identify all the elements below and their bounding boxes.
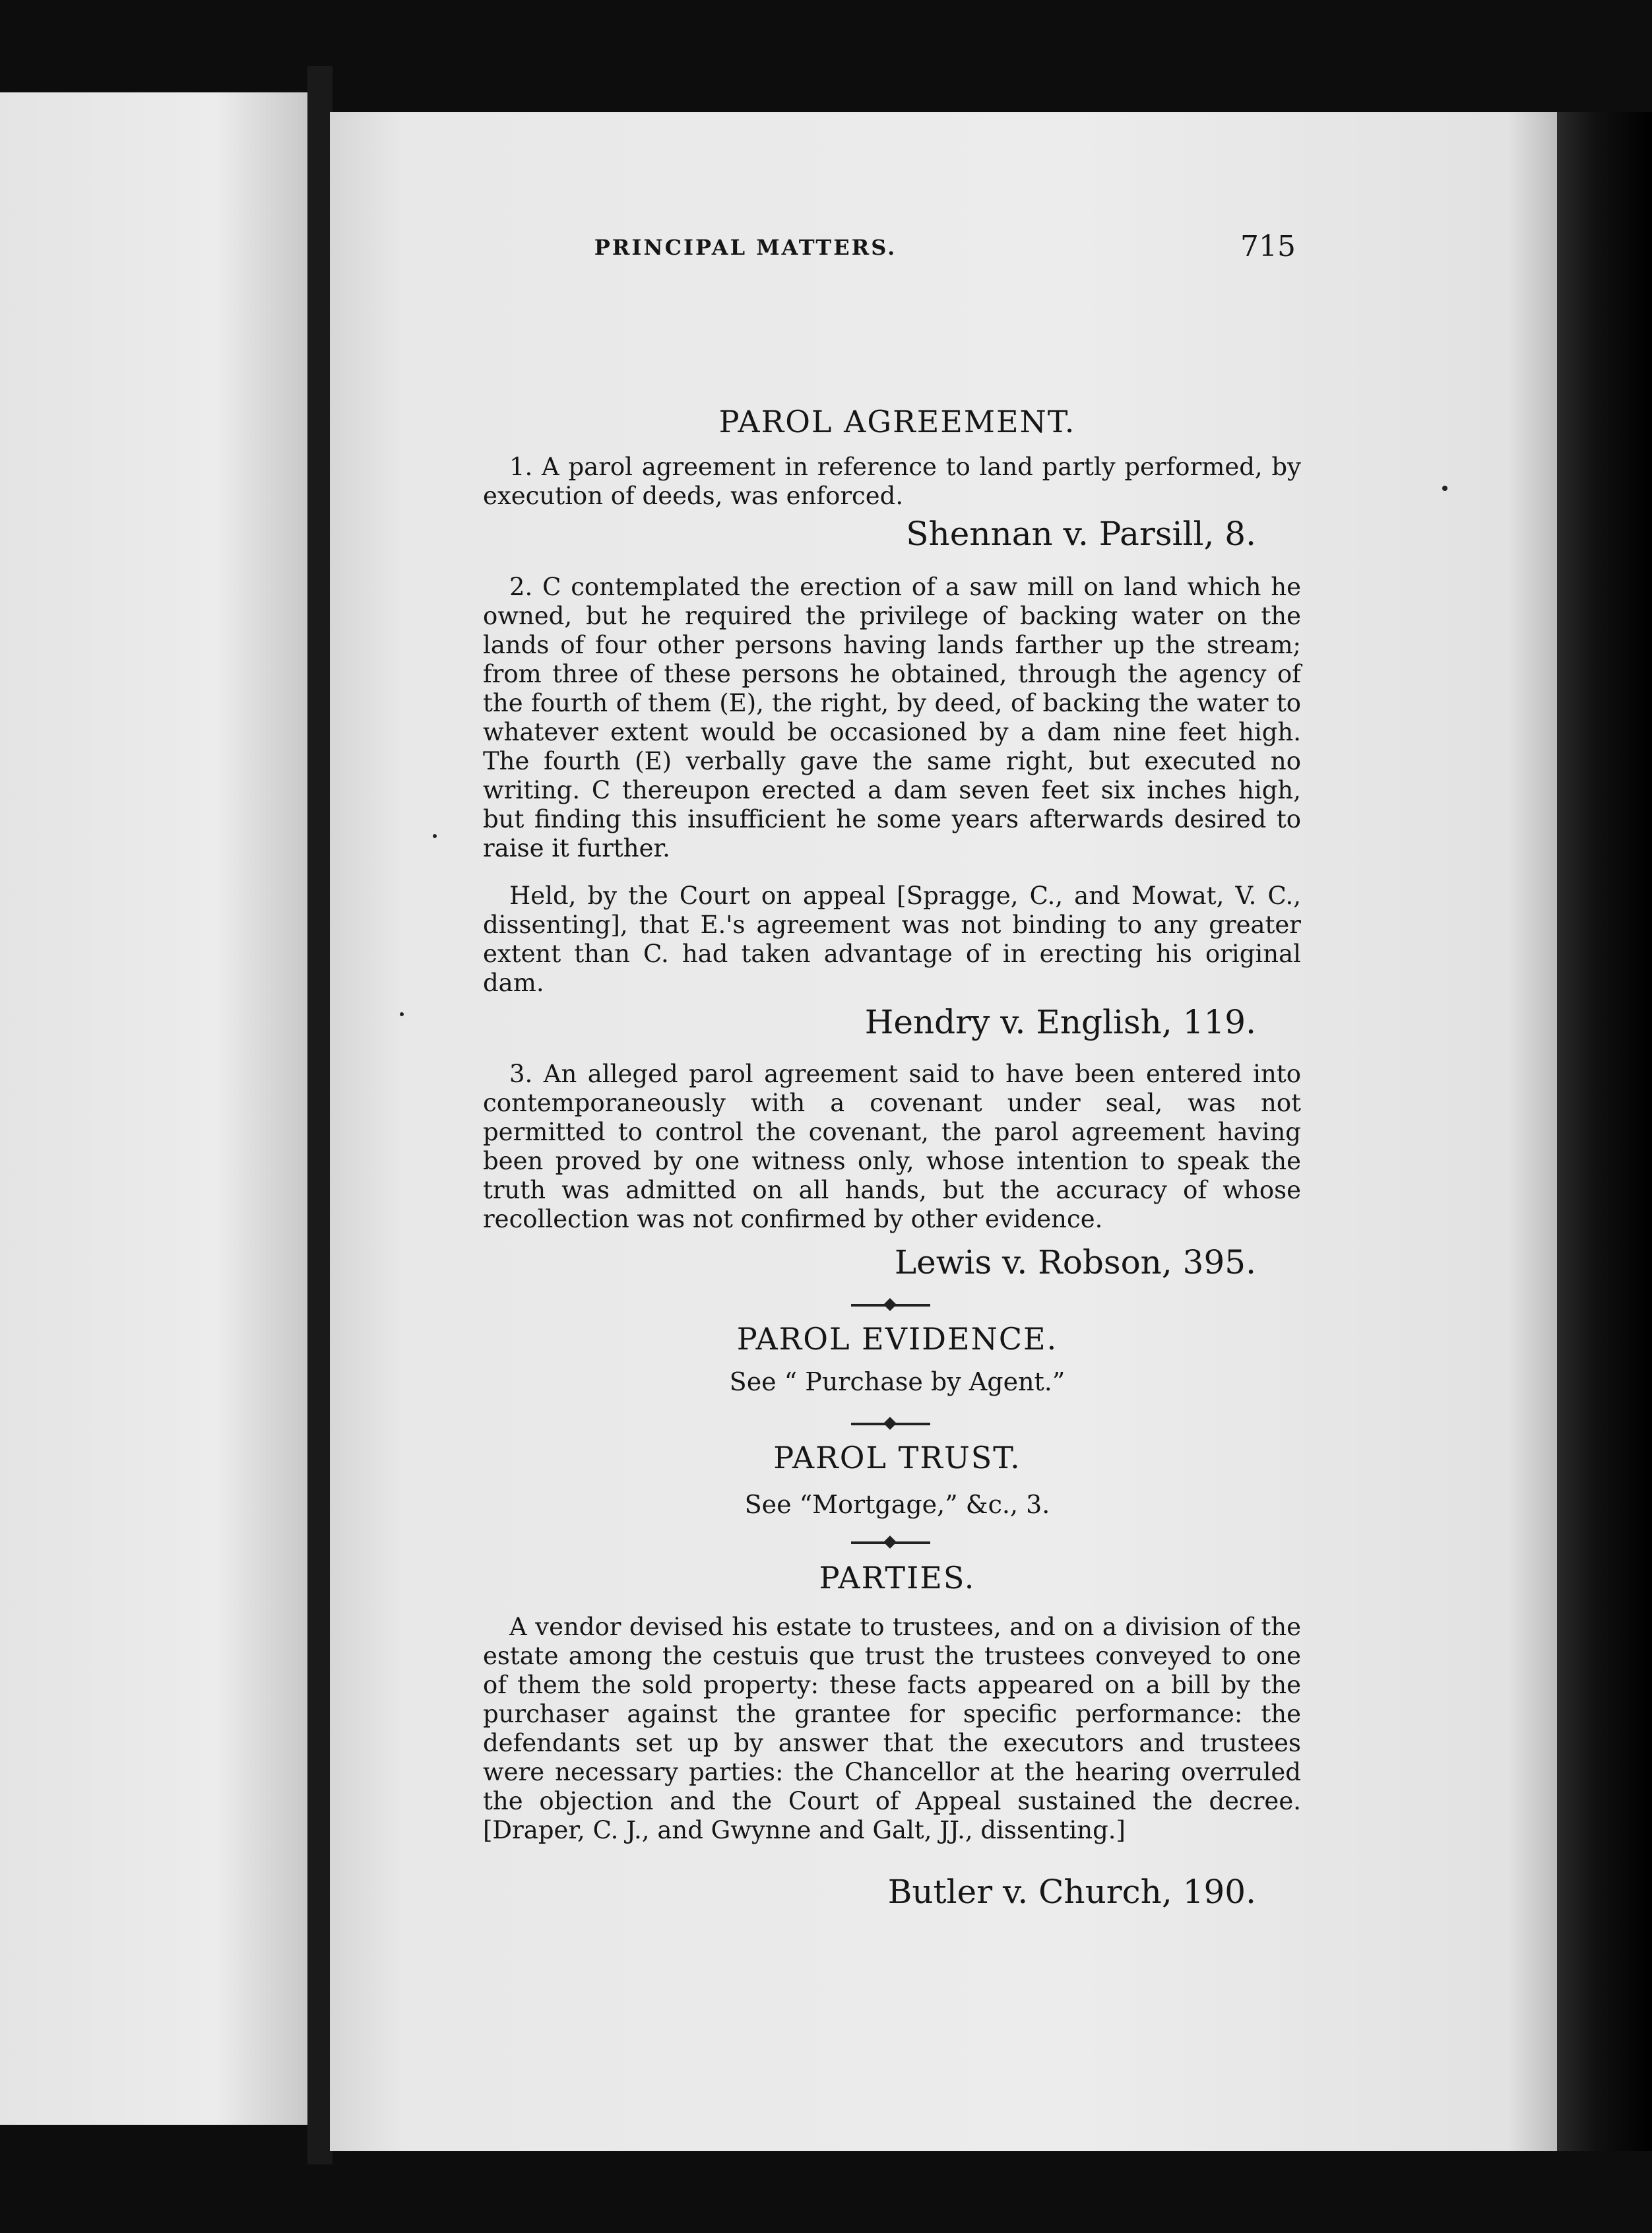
scan-speck — [400, 1012, 404, 1016]
case-citation: Shennan v. Parsill, 8. — [906, 515, 1256, 553]
section-heading-parol-evidence: PAROL EVIDENCE. — [736, 1321, 1058, 1357]
parol-agreement-item-3: 3. An alleged parol agreement said to have been entered into contemporaneously with a covenant under seal, was not permitted to control the covenant, the parol agreement having been proved by one witness only, whose intention to speak the truth was admitted on all hands, but the accuracy of whose recollection was not confirmed by other evidence. — [483, 1060, 1301, 1233]
section-heading-parties: PARTIES. — [819, 1560, 976, 1596]
section-divider — [851, 1304, 930, 1307]
running-title: PRINCIPAL MATTERS. — [594, 235, 897, 260]
parties-paragraph: A vendor devised his estate to trustees, and on a division of the estate among the cestuis que trust the trustees conveyed to one of them the sold property: these facts appeared on a bill by the purchaser against the grantee for specific performance: the defendants set up by answer that the executors and trustees were necessary parties: the Chancellor at the hearing overruled the objection and the Court of Appeal sustained the decree. [Draper, C. J., and Gwynne and Galt, JJ., dissenting.] — [483, 1613, 1301, 1844]
case-citation: Lewis v. Robson, 395. — [894, 1243, 1256, 1281]
cross-reference: See “Mortgage,” &c., 3. — [744, 1490, 1050, 1519]
parol-agreement-item-2: 2. C contemplated the erection of a saw mill on land which he owned, but he required the privilege of backing water on the lands of four other persons having lands farther up the stream; from three of these persons he obtained, through the agency of the fourth of them (E), the right, by deed, of backing the water to whatever extent would be occasioned by a dam nine feet high. The fourth (E) verbally gave the same right, but executed no writing. C thereupon erected a dam seven feet six inches high, but finding this insufficient he some years afterwards desired to raise it further. — [483, 573, 1301, 862]
page-number: 715 — [1240, 230, 1296, 263]
scan-speck — [1442, 486, 1447, 491]
section-heading-parol-trust: PAROL TRUST. — [773, 1440, 1021, 1475]
case-citation: Hendry v. English, 119. — [864, 1003, 1256, 1041]
parol-agreement-holding: Held, by the Court on appeal [Spragge, C., and Mowat, V. C., dissenting], that E.'s agreement was not binding to any greater extent than C. had taken advantage of in erecting his original dam. — [483, 882, 1301, 997]
cross-reference: See “ Purchase by Agent.” — [729, 1367, 1065, 1396]
section-divider — [851, 1423, 930, 1425]
section-divider — [851, 1541, 930, 1544]
parol-agreement-item-1: 1. A parol agreement in reference to land partly performed, by execution of deeds, was enforced. — [483, 453, 1301, 510]
book-edge-shadow — [1557, 112, 1652, 2151]
scan-speck — [433, 834, 437, 838]
case-citation: Butler v. Church, 190. — [887, 1873, 1256, 1911]
book-gutter — [307, 66, 333, 2164]
section-heading-parol-agreement: PAROL AGREEMENT. — [718, 404, 1076, 439]
left-facing-page — [0, 92, 307, 2125]
